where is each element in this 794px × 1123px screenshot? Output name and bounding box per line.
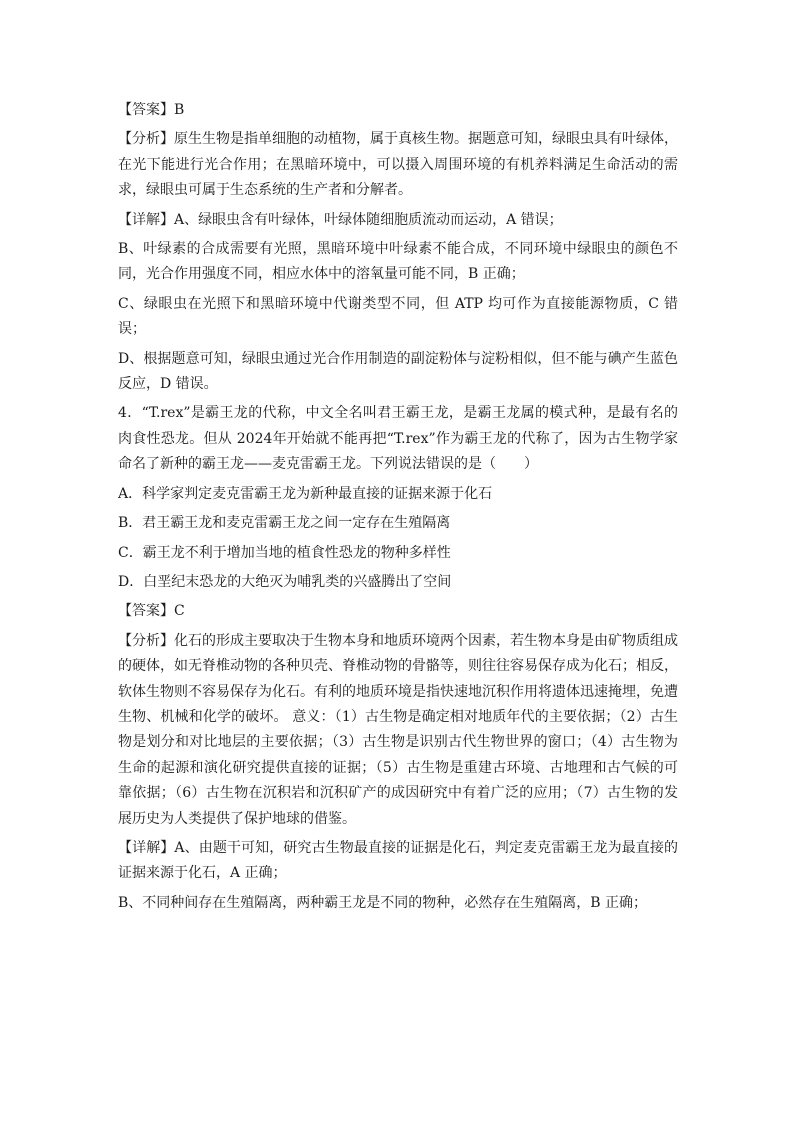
detail-text: A、绿眼虫含有叶绿体，叶绿体随细胞质流动而运动，A 错误； <box>174 211 563 228</box>
detail-paragraph-2 <box>118 836 678 887</box>
analysis-tag-2: 【分析】 <box>118 632 174 649</box>
detail-paragraph <box>118 208 678 233</box>
answer-tag-2: 【答案】 <box>118 603 174 620</box>
detail-paragraph-d <box>118 347 678 398</box>
detail-text-c: C、绿眼虫在光照下和黑暗环境中代谢类型不同，但 ATP 均可作为直接能源物质，C 错误； <box>118 295 678 338</box>
option-c-text: C．霸王龙不利于增加当地的植食性恐龙的物种多样性 <box>118 544 451 561</box>
detail-paragraph-b <box>118 237 678 288</box>
detail-paragraph-c <box>118 292 678 343</box>
detail-text-2: A、由题干可知，研究古生物最直接的证据是化石，判定麦克雷霸王龙为最直接的证据来源于化石，A 正确； <box>118 839 679 882</box>
analysis-tag: 【分析】 <box>118 131 174 148</box>
analysis-text: 原生生物是指单细胞的动植物，属于真核生物。据题意可知，绿眼虫具有叶绿体，在光下能进行光合作用；在黑暗环境中，可以摄入周围环境的有机养料满足生命活动的需求，绿眼虫可属于生态系统的生产者和分解者。 <box>118 131 678 199</box>
option-b <box>118 511 678 536</box>
option-a <box>118 482 678 507</box>
detail-text-d: D、根据题意可知，绿眼虫通过光合作用制造的副淀粉体与淀粉相似，但不能与碘产生蓝色反应，D 错误。 <box>118 350 678 393</box>
option-d <box>118 570 678 595</box>
option-a-text: A．科学家判定麦克雷霸王龙为新种最直接的证据来源于化石 <box>118 485 493 502</box>
detail-text-b: B、叶绿素的合成需要有光照，黑暗环境中叶绿素不能合成，不同环境中绿眼虫的颜色不同，光合作用强度不同，相应水体中的溶氧量可能不同，B 正确； <box>118 241 678 283</box>
question-text: 4．“T.rex”是霸王龙的代称，中文全名叫君王霸王龙，是霸王龙属的模式种，是最有名的肉食性恐龙。但从 2024年开始就不能再把“T.rex”作为霸王龙的代称了，因为古生物学家命名了新种的霸王龙——麦克雷霸王龙。下列说法错误的是（ ） <box>118 405 678 473</box>
answer-text-2: C <box>174 603 185 620</box>
analysis-paragraph-2 <box>118 629 678 832</box>
detail-tag-2: 【详解】 <box>118 839 175 856</box>
detail-text-2-b: B、不同种间存在生殖隔离，两种霸王龙是不同的物种，必然存在生殖隔离，B 正确； <box>118 894 648 911</box>
answer-paragraph-2 <box>118 599 678 624</box>
document-page <box>118 98 678 920</box>
detail-tag: 【详解】 <box>118 211 174 228</box>
option-c <box>118 541 678 566</box>
option-b-text: B．君王霸王龙和麦克雷霸王龙之间一定存在生殖隔离 <box>118 515 451 532</box>
option-d-text: D．白垩纪末恐龙的大绝灭为哺乳类的兴盛腾出了空间 <box>118 573 452 590</box>
answer-tag: 【答案】 <box>118 102 174 118</box>
question-stem <box>118 401 678 477</box>
detail-paragraph-2-b <box>118 891 678 916</box>
answer-text: B <box>174 102 185 118</box>
answer-paragraph <box>118 98 678 123</box>
analysis-paragraph <box>118 127 678 203</box>
analysis-text-2: 化石的形成主要取决于生物本身和地质环境两个因素，若生物本身是由矿物质组成的硬体，如无脊椎动物的各种贝壳、脊椎动物的骨骼等，则往往容易保存成为化石；相反，软体生物则不容易保存为化石。有利的地质环境是指快速地沉积作用将遗体迅速掩埋，免遭生物、机械和化学的破坏。 意义：（1）古生物是确定相对地质年代的主要依据；（2）古生物是划分和对比地层的主要依据；（3）古生物是识别古代生物世界的窗口；（4）古生物为生命的起源和演化研究提供直接的证据；（5）古生物是重建古环境、古地理和古气候的可靠依据；（6）古生物在沉积岩和沉积矿产的成因研究中有着广泛的应用；（7）古生物的发展历史为人类提供了保护地球的借鉴。 <box>118 632 678 827</box>
